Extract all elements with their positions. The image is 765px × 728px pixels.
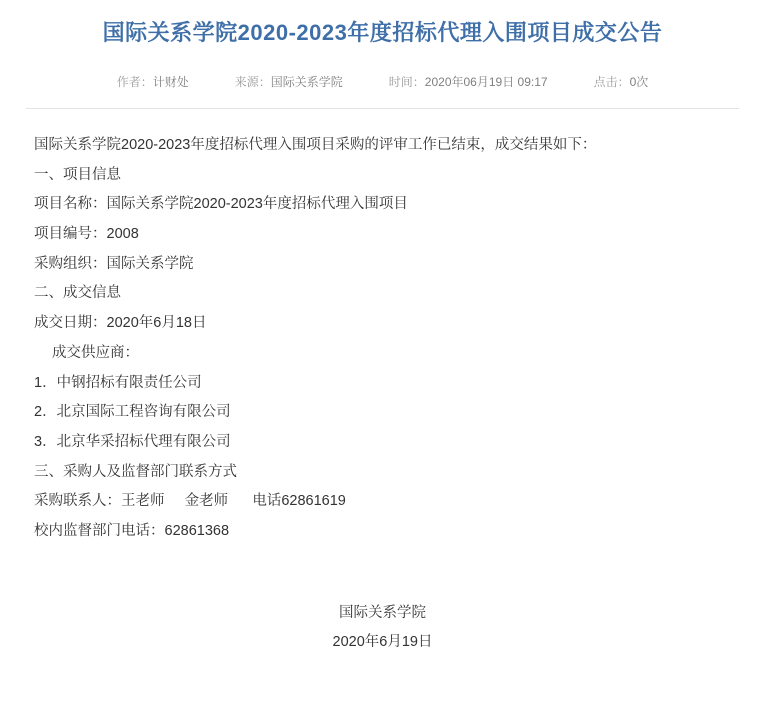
purchasing-contact: 采购联系人：王老师 金老师 电话62861619 bbox=[34, 493, 346, 510]
meta-clicks bbox=[594, 73, 649, 90]
meta-author bbox=[117, 73, 189, 90]
supervision-phone: 校内监督部门电话：62861368 bbox=[34, 523, 230, 540]
signature-organization: 国际关系学院 bbox=[339, 604, 426, 621]
signature-date: 2020年6月19日 bbox=[332, 633, 433, 650]
purchasing-organization: 采购组织：国际关系学院 bbox=[34, 255, 194, 272]
supplier-item: 2．北京国际工程咨询有限公司 bbox=[34, 404, 231, 421]
meta-time-label: 时间： bbox=[388, 74, 425, 89]
meta-source-value: 国际关系学院 bbox=[270, 74, 343, 89]
suppliers-label: 成交供应商： bbox=[52, 344, 139, 361]
meta-source bbox=[235, 73, 343, 90]
meta-author-label: 作者： bbox=[116, 74, 153, 89]
meta-source-label: 来源： bbox=[234, 74, 271, 89]
section-heading-contact: 三、采购人及监督部门联系方式 bbox=[34, 463, 237, 480]
body-paragraph: 国际关系学院2020-2023年度招标代理入围项目采购的评审工作已结束，成交结果如下： bbox=[34, 136, 597, 153]
project-number: 项目编号：2008 bbox=[34, 225, 139, 242]
award-date: 成交日期：2020年6月18日 bbox=[34, 315, 207, 332]
supplier-item: 3．北京华采招标代理有限公司 bbox=[34, 433, 231, 450]
meta-author-value: 计财处 bbox=[152, 74, 189, 89]
meta-clicks-value: 0次 bbox=[629, 74, 649, 89]
meta-time bbox=[389, 73, 548, 90]
supplier-item: 1．中钢招标有限责任公司 bbox=[34, 374, 202, 391]
signature-block bbox=[0, 599, 765, 657]
article-meta bbox=[0, 73, 765, 90]
page-title: 国际关系学院2020-2023年度招标代理入围项目成交公告 bbox=[102, 20, 663, 45]
article-body bbox=[0, 109, 765, 547]
project-name: 项目名称：国际关系学院2020-2023年度招标代理入围项目 bbox=[34, 196, 408, 213]
meta-clicks-label: 点击： bbox=[593, 74, 630, 89]
section-heading-award-info: 二、成交信息 bbox=[34, 285, 121, 302]
section-heading-project-info: 一、项目信息 bbox=[34, 166, 121, 183]
meta-time-value: 2020年06月19日 09:17 bbox=[424, 74, 548, 89]
